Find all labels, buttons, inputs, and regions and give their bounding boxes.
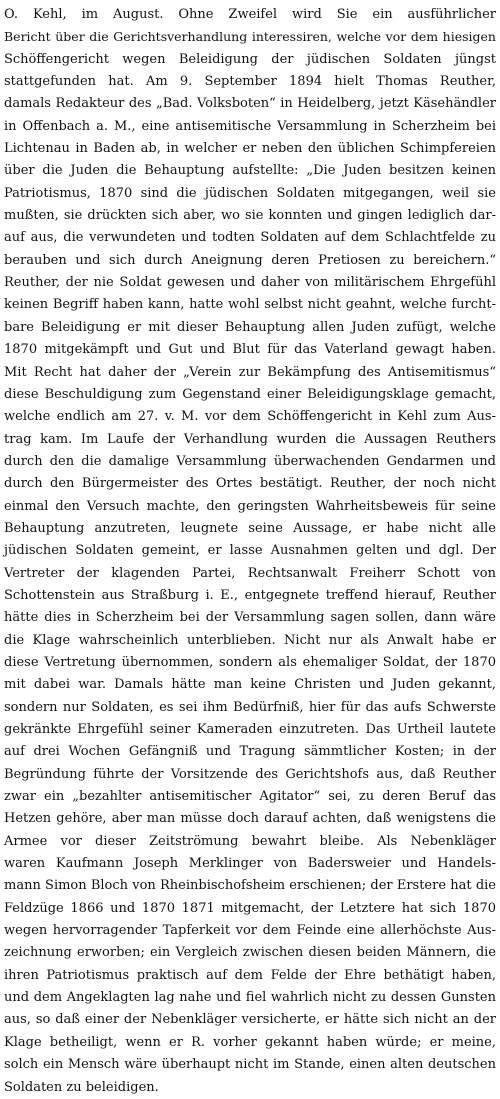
article-text-line: auf aus, die verwundeten und todten Soldaten auf dem Schlachtfelde zu: [4, 230, 496, 246]
article-text-line: ihren Patriotismus praktisch auf dem Felde der Ehre bethätigt haben,: [4, 967, 496, 983]
article-text-line: Soldaten zu beleidigen.: [4, 1079, 159, 1095]
article-text-line: die Klage wahrscheinlich unterblieben. Nicht nur als Anwalt habe er: [4, 632, 496, 648]
article-text-line: mit dabei war. Damals hätte man keine Christen und Juden gekannt,: [4, 677, 496, 693]
article-text-line: zeichnung erworben; ein Vergleich zwischen diesen beiden Männern, die: [4, 945, 496, 961]
article-text-line: Vertreter der klagenden Partei, Rechtsanwalt Freiherr Schott von: [4, 565, 496, 581]
article-text-line: Lichtenau in Baden ab, in welcher er neben den üblichen Schimpfereien: [4, 141, 496, 157]
article-text-line: diese Beschuldigung zum Gegenstand einer Beleidigungsklage gemacht,: [4, 386, 496, 402]
article-text-line: welche endlich am 27. v. M. vor dem Schöffengericht in Kehl zum Aus-: [4, 409, 496, 425]
article-text-line: wegen hervorragender Tapferkeit vor dem Feinde eine allerhöchste Aus-: [4, 923, 496, 939]
article-text-line: solch ein Mensch wäre überhaupt nicht im Stande, einen alten deutschen: [4, 1057, 496, 1073]
article-text-line: Feldzüge 1866 und 1870 1871 mitgemacht, der Letztere hat sich 1870: [4, 900, 496, 916]
article-text-line: bare Beleidigung er mit dieser Behauptung allen Juden zufügt, welche: [4, 319, 496, 335]
article-text-line: Behauptung anzutreten, leugnete seine Aussage, er habe nicht alle: [4, 520, 496, 536]
article-text-line: Klage betheiligt, wenn er R. vorher gekannt haben würde; er meine,: [4, 1034, 496, 1050]
article-dateline-line: O. Kehl, im August. Ohne Zweifel wird Sie ein ausführlicher: [4, 7, 496, 22]
article-text-line: und dem Angeklagten lag nahe und fiel wahrlich nicht zu dessen Gunsten: [4, 990, 496, 1006]
article-text-line: mann Simon Bloch von Rheinbischofsheim erschienen; der Erstere hat die: [4, 878, 496, 894]
article-text-line: hätte dies in Scherzheim bei der Versammlung sagen sollen, dann wäre: [4, 610, 496, 626]
article-text-line: stattgefunden hat. Am 9. September 1894 hielt Thomas Reuther,: [4, 74, 496, 90]
article-text-line: Schöffengericht wegen Beleidigung der jüdischen Soldaten jüngst: [4, 51, 496, 67]
article-text-line: über die Juden die Behauptung aufstellte: „Die Juden besitzen keinen: [4, 163, 496, 179]
article-text-line: Patriotismus, 1870 sind die jüdischen Soldaten mitgegangen, weil sie: [4, 185, 496, 201]
article-text-line: berauben und sich durch Aneignung deren Pretiosen zu bereichern.“: [4, 252, 496, 268]
article-text-line: auf drei Wochen Gefängniß und Tragung sämmtlicher Kosten; in der: [4, 744, 496, 760]
article-text-line: Reuther, der nie Soldat gewesen und daher von militärischem Ehrgefühl: [4, 275, 496, 291]
article-text-line: trag kam. Im Laufe der Verhandlung wurden die Aussagen Reuthers: [4, 431, 496, 447]
article-text-line: jüdischen Soldaten gemeint, er lasse Ausnahmen gelten und dgl. Der: [4, 543, 496, 559]
article-text-line: mußten, sie drückten sich aber, wo sie konnten und gingen lediglich dar-: [4, 208, 496, 224]
article-text-line: 1870 mitgekämpft und Gut und Blut für das Vaterland gewagt haben.: [4, 342, 496, 358]
article-text-line: durch den Bürgermeister des Ortes bestätigt. Reuther, der noch nicht: [4, 476, 496, 492]
article-text-line: zwar ein „bezahlter antisemitischer Agitator“ sei, zu deren Beruf das: [4, 789, 496, 805]
newspaper-page: [4, 4, 496, 1095]
article-text-line: diese Vertretung übernommen, sondern als ehemaliger Soldat, der 1870: [4, 654, 496, 670]
article-text-line: damals Redakteur des „Bad. Volksboten“ in Heidelberg, jetzt Käsehändler: [4, 96, 496, 112]
article-text-line: Schottenstein aus Straßburg i. E., entgegnete treffend hierauf, Reuther: [4, 587, 496, 603]
article-text-line: einmal den Versuch machte, den geringsten Wahrheitsbeweis für seine: [4, 498, 496, 514]
article-text-line: Hetzen gehöre, aber man müsse doch darauf achten, daß wenigstens die: [4, 811, 496, 827]
article-text-line: Bericht über die Gerichtsverhandlung interessiren, welche vor dem hiesigen: [4, 29, 496, 45]
article-text-line: waren Kaufmann Joseph Merklinger von Badersweier und Handels-: [4, 856, 496, 872]
article-text-line: sondern nur Soldaten, es sei ihm Bedürfniß, hier für das aufs Schwerste: [4, 699, 496, 715]
article-text-line: durch den die damalige Versammlung überwachenden Gendarmen und: [4, 453, 496, 469]
article-text-line: Mit Recht hat daher der „Verein zur Bekämpfung des Antisemitismus“: [4, 364, 496, 380]
article-text-line: aus, so daß einer der Nebenkläger versicherte, er hätte sich nicht an der: [4, 1012, 496, 1028]
article-text-line: gekränkte Ehrgefühl seiner Kameraden einzutreten. Das Urtheil lautete: [4, 722, 496, 737]
article-text-line: keinen Begriff haben kann, hatte wohl selbst nicht geahnt, welche furcht-: [4, 297, 496, 313]
article-text-line: Armee vor dieser Zeitströmung bewahrt bleibe. Als Nebenkläger: [4, 833, 496, 849]
article-text-line: Begründung führte der Vorsitzende des Gerichtshofs aus, daß Reuther: [4, 766, 496, 782]
news-article: [4, 4, 496, 1099]
article-text-line: in Offenbach a. M., eine antisemitische Versammlung in Scherzheim bei: [4, 118, 496, 134]
